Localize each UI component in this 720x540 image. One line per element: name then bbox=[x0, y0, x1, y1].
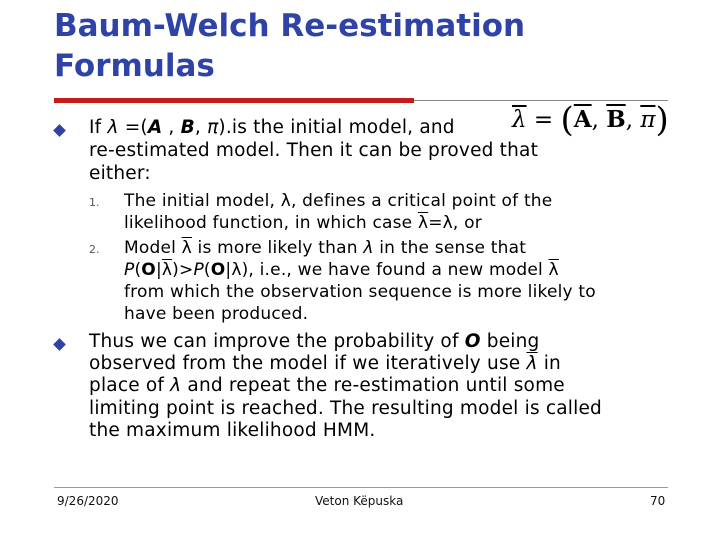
sub-item-1-line2: likelihood function, in which case $\overline{\lambda}=\lambda$, or bbox=[124, 213, 482, 233]
formula-close-paren: ) bbox=[655, 100, 669, 140]
footer-page-number: 70 bbox=[650, 494, 666, 508]
sub-item-1-line1: The initial model, λ, defines a critical point of the bbox=[124, 191, 553, 211]
sub-item-2-line4: have been produced. bbox=[124, 304, 309, 324]
formula-A-bar: $\overline{A}$ bbox=[573, 106, 592, 133]
bullet-paragraph-2-line1: Thus we can improve the probability of O being bbox=[89, 331, 540, 352]
formula-B-bar: $\overline{B}$ bbox=[606, 106, 626, 133]
sub-item-2-line3: from which the observation sequence is more likely to bbox=[124, 282, 596, 302]
formula-equals: = bbox=[533, 107, 554, 133]
bullet-paragraph-2-line3: place of λ and repeat the re-estimation until some bbox=[89, 375, 565, 396]
bullet-paragraph-1: If λ =(A , B, π).is the initial model, and bbox=[89, 117, 455, 138]
bullet-paragraph-2-line5: the maximum likelihood HMM. bbox=[89, 420, 376, 441]
title-underline-accent bbox=[54, 98, 414, 103]
model-formula: $\overline{\lambda} = (\overline{A}$, $\overline{B}$, $\overline{\pi}$) bbox=[512, 100, 669, 140]
bullet-diamond-icon bbox=[53, 338, 66, 351]
sub-item-number-2: 2. bbox=[89, 243, 100, 256]
footer-author: Veton Këpuska bbox=[315, 494, 404, 508]
bullet-paragraph-2-line4: limiting point is reached. The resulting model is called bbox=[89, 398, 602, 419]
sub-item-2-line1: Model $\overline{\lambda}$ is more likely than λ in the sense that bbox=[124, 238, 527, 258]
bullet-paragraph-2-line2: observed from the model if we iteratively use $\overline{\lambda}$ in bbox=[89, 353, 561, 374]
bullet-paragraph-1-line2: re-estimated model. Then it can be proved that bbox=[89, 140, 539, 161]
footer-date: 9/26/2020 bbox=[57, 494, 119, 508]
formula-open-paren: ( bbox=[560, 100, 574, 140]
sub-item-number-1: 1. bbox=[89, 196, 100, 209]
slide-title: Baum-Welch Re-estimation Formulas bbox=[54, 8, 526, 84]
bullet-diamond-icon bbox=[53, 124, 66, 137]
formula-lambda-bar: $\overline{\lambda}$ bbox=[512, 107, 527, 133]
bullet-paragraph-1-line3: either: bbox=[89, 163, 151, 184]
sub-item-2-line2: $P(O|\overline{\lambda})>P(O|\lambda)$, i.e., we have found a new model $\overline{\lambda}$ bbox=[124, 260, 559, 280]
footer-divider bbox=[54, 487, 668, 488]
formula-pi-bar: $\overline{\pi}$ bbox=[640, 107, 656, 133]
